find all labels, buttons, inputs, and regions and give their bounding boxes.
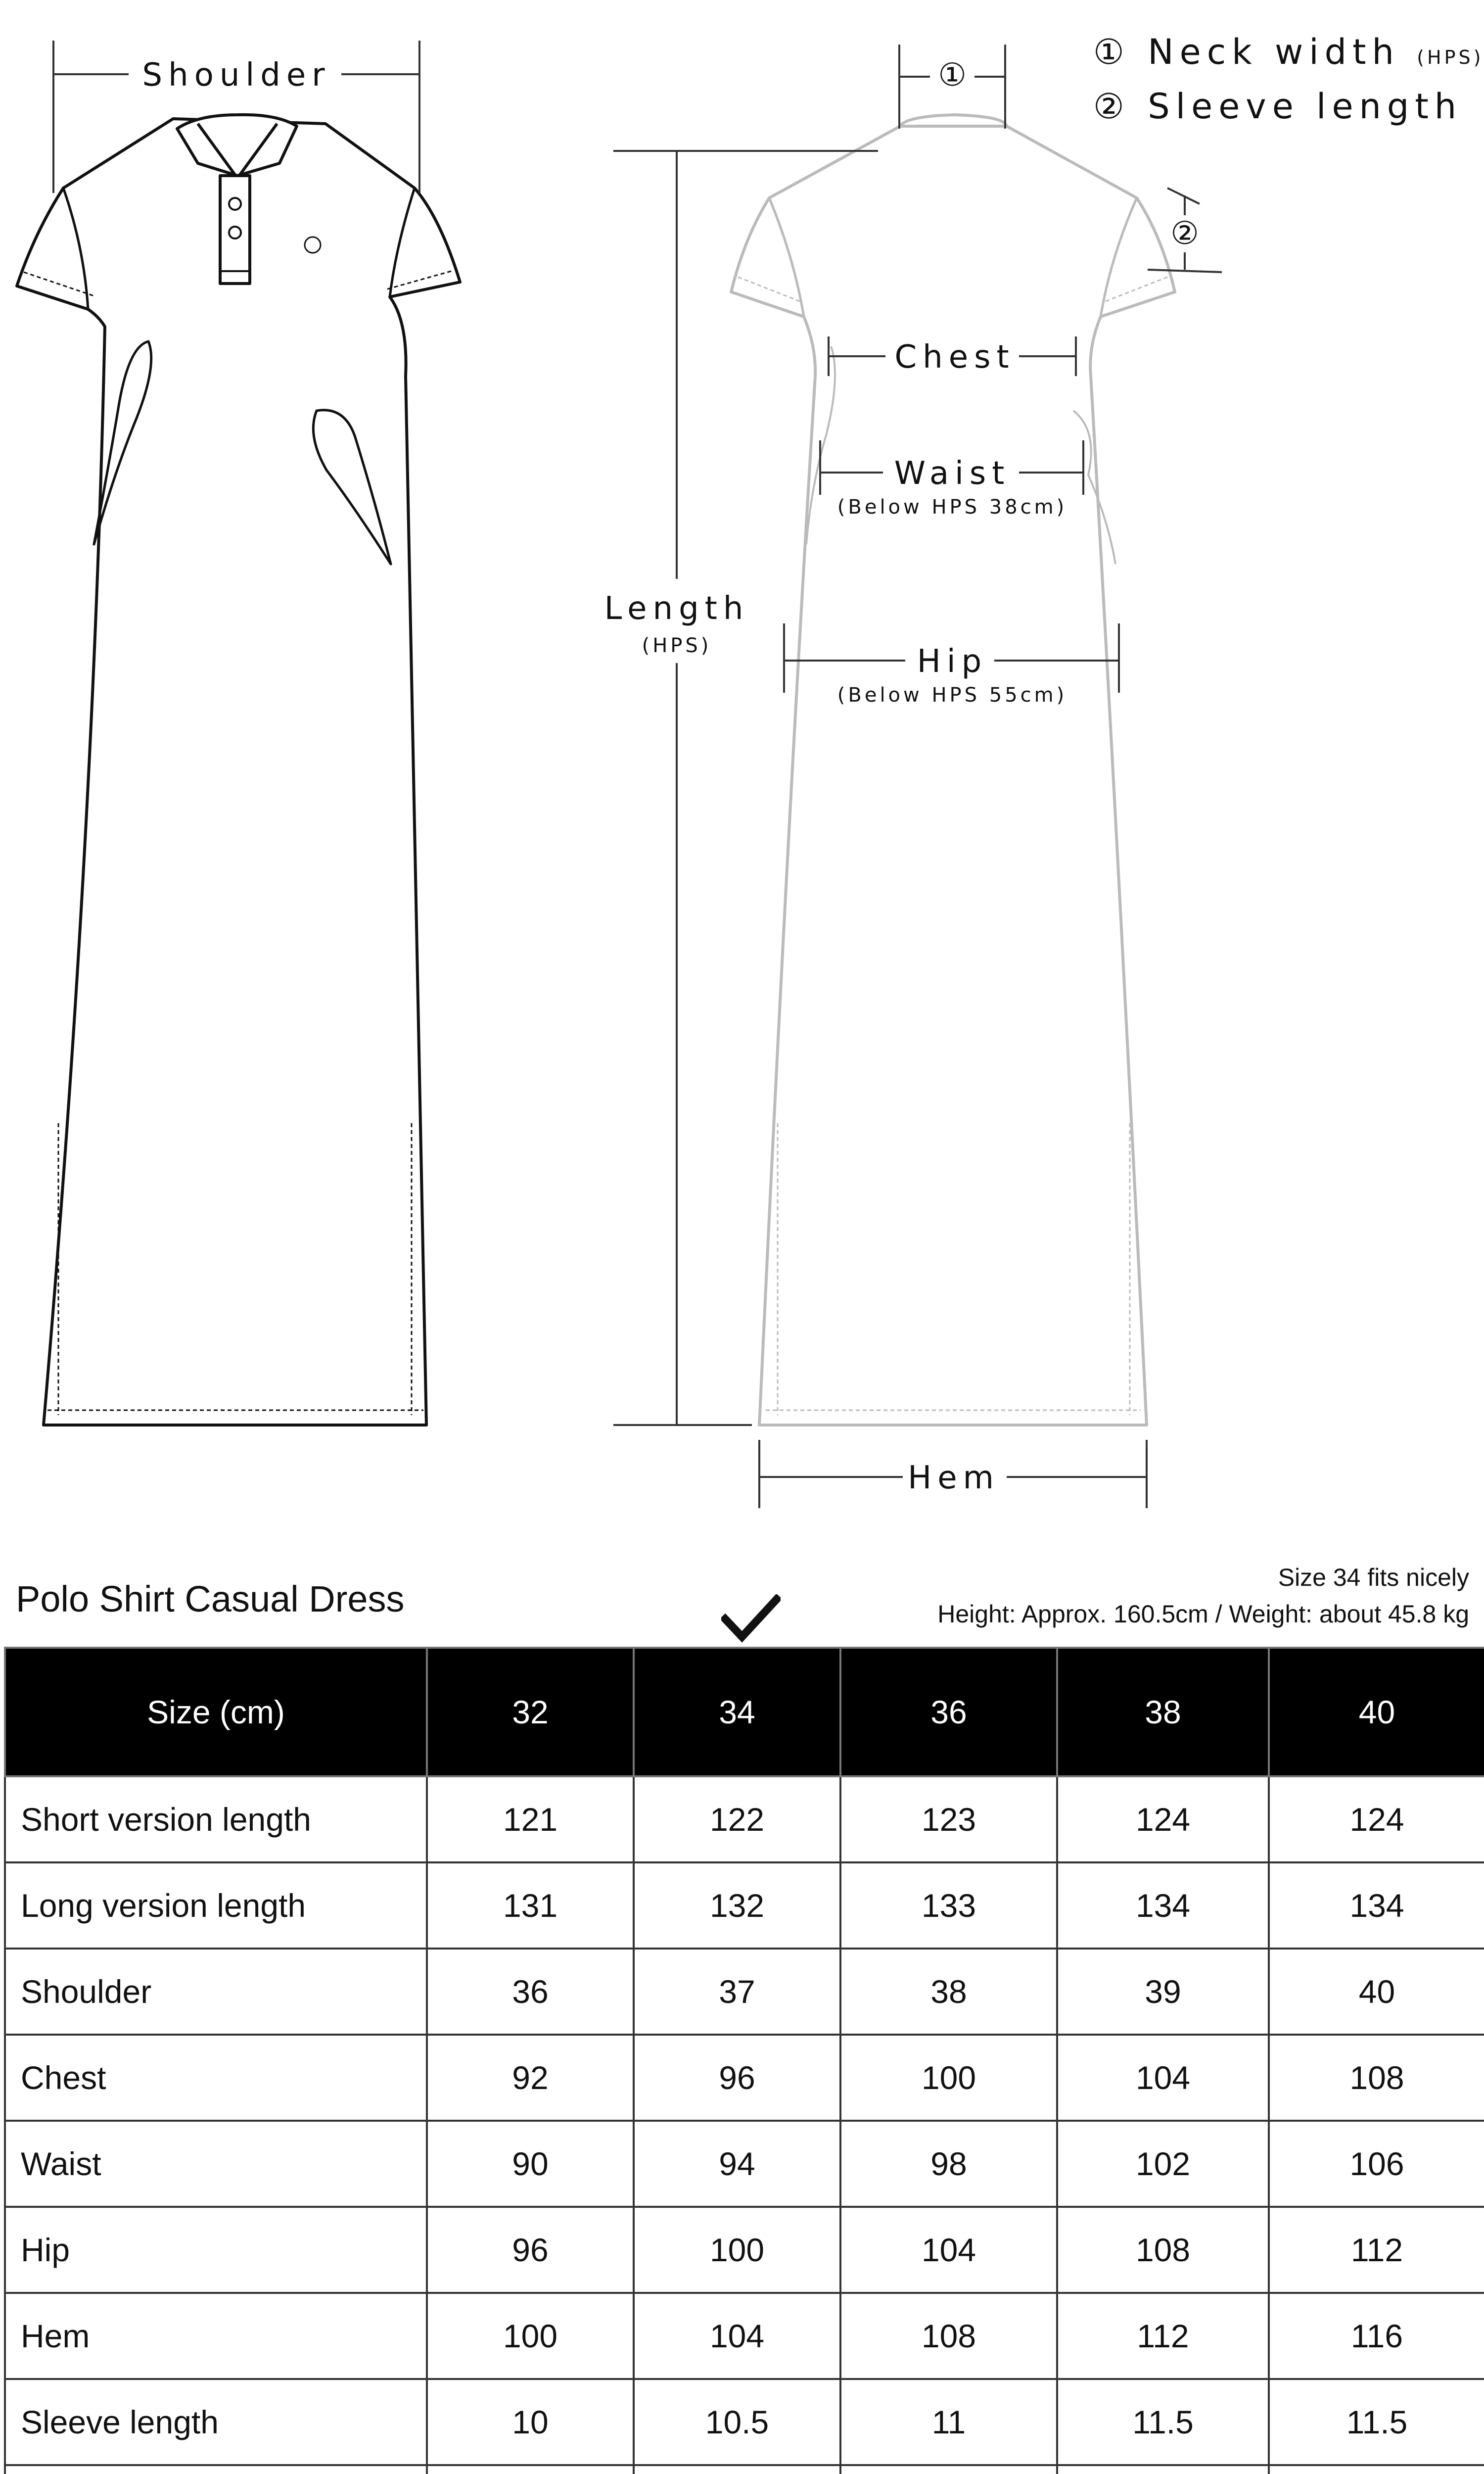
table-cell: 100 (840, 2035, 1057, 2121)
table-row (5, 1949, 1484, 2035)
table-row (5, 2121, 1484, 2207)
row-label (5, 2465, 427, 2474)
sleeve-length-marker: ② (1170, 215, 1199, 252)
polo-dress-front-drawing (17, 115, 460, 1425)
table-cell: 104 (634, 2293, 840, 2379)
table-cell: 133 (840, 1862, 1057, 1949)
table-header-cell: 36 (840, 1648, 1057, 1776)
size-chart-table (4, 1647, 1484, 2474)
row-label: Shoulder (5, 1949, 427, 2035)
table-cell: 131 (427, 1862, 634, 1949)
row-label: Sleeve length (5, 2379, 427, 2465)
hip-label: Hip (917, 643, 988, 680)
legend-mark: ① (1093, 32, 1130, 72)
table-row (5, 2035, 1484, 2121)
waist-note: (Below HPS 38cm) (837, 496, 1067, 519)
table-cell: 98 (840, 2121, 1057, 2207)
table-cell: 124 (1269, 1776, 1484, 1862)
table-cell: 100 (427, 2293, 634, 2379)
table-cell: 96 (427, 2207, 634, 2293)
table-cell: 116 (1269, 2293, 1484, 2379)
hem-label: Hem (908, 1460, 1000, 1496)
hip-note: (Below HPS 55cm) (837, 684, 1067, 707)
table-row (5, 2379, 1484, 2465)
table-cell: 112 (1057, 2293, 1269, 2379)
table-cell: 100 (634, 2207, 840, 2293)
row-label: Long version length (5, 1862, 427, 1949)
table-cell: 108 (840, 2293, 1057, 2379)
legend-note: (HPS) (1417, 47, 1484, 68)
table-cell: 134 (1269, 1862, 1484, 1949)
chest-label: Chest (894, 339, 1015, 376)
table-cell: 11.5 (1269, 2379, 1484, 2465)
table-cell: 38 (840, 1949, 1057, 2035)
length-label: Length (604, 590, 749, 627)
neck-width-marker: ① (938, 57, 967, 94)
table-cell (1269, 2465, 1484, 2474)
legend-text: Sleeve length (1148, 86, 1463, 127)
model-measurements: Height: Approx. 160.5cm / Weight: about 45.8 kg (937, 1600, 1469, 1628)
table-cell: 124 (1057, 1776, 1269, 1862)
table-row (5, 1776, 1484, 1862)
waist-label: Waist (894, 455, 1011, 492)
table-header-row (5, 1648, 1484, 1776)
table-cell: 122 (634, 1776, 840, 1862)
table-header-cell: Size (cm) (5, 1648, 427, 1776)
product-title: Polo Shirt Casual Dress (16, 1578, 405, 1619)
table-cell (427, 2465, 634, 2474)
table-cell: 92 (427, 2035, 634, 2121)
table-row (5, 2465, 1484, 2474)
shoulder-label: Shoulder (142, 57, 331, 94)
table-cell: 39 (1057, 1949, 1269, 2035)
table-cell (840, 2465, 1057, 2474)
table-cell: 106 (1269, 2121, 1484, 2207)
table-cell: 121 (427, 1776, 634, 1862)
legend-mark: ② (1093, 86, 1130, 127)
table-cell: 123 (840, 1776, 1057, 1862)
table-cell: 96 (634, 2035, 840, 2121)
table-cell: 108 (1057, 2207, 1269, 2293)
table-cell: 104 (840, 2207, 1057, 2293)
length-note: (HPS) (642, 634, 712, 657)
table-cell: 112 (1269, 2207, 1484, 2293)
table-row (5, 1862, 1484, 1949)
table-header-cell: 40 (1269, 1648, 1484, 1776)
row-label: Hem (5, 2293, 427, 2379)
polo-dress-back-drawing (731, 115, 1175, 1425)
table-cell: 90 (427, 2121, 634, 2207)
table-header-cell: 32 (427, 1648, 634, 1776)
table-cell: 134 (1057, 1862, 1269, 1949)
table-cell: 40 (1269, 1949, 1484, 2035)
table-cell: 104 (1057, 2035, 1269, 2121)
table-cell: 10.5 (634, 2379, 840, 2465)
table-cell: 11.5 (1057, 2379, 1269, 2465)
row-label: Waist (5, 2121, 427, 2207)
table-cell: 10 (427, 2379, 634, 2465)
table-header-cell: 34 (634, 1648, 840, 1776)
table-header-cell: 38 (1057, 1648, 1269, 1776)
table-cell: 94 (634, 2121, 840, 2207)
fit-note: Size 34 fits nicely (1278, 1564, 1469, 1591)
table-cell: 132 (634, 1862, 840, 1949)
check-icon (721, 1594, 781, 1644)
legend-item-sleeve-length (1093, 86, 1463, 127)
table-cell: 37 (634, 1949, 840, 2035)
table-row (5, 2207, 1484, 2293)
row-label: Chest (5, 2035, 427, 2121)
table-cell: 108 (1269, 2035, 1484, 2121)
table-cell: 11 (840, 2379, 1057, 2465)
table-cell: 36 (427, 1949, 634, 2035)
legend-text: Neck width (1148, 32, 1400, 72)
table-row (5, 2293, 1484, 2379)
table-cell (634, 2465, 840, 2474)
table-cell: 102 (1057, 2121, 1269, 2207)
table-cell (1057, 2465, 1269, 2474)
row-label: Hip (5, 2207, 427, 2293)
row-label: Short version length (5, 1776, 427, 1862)
legend-item-neck-width (1093, 32, 1484, 72)
